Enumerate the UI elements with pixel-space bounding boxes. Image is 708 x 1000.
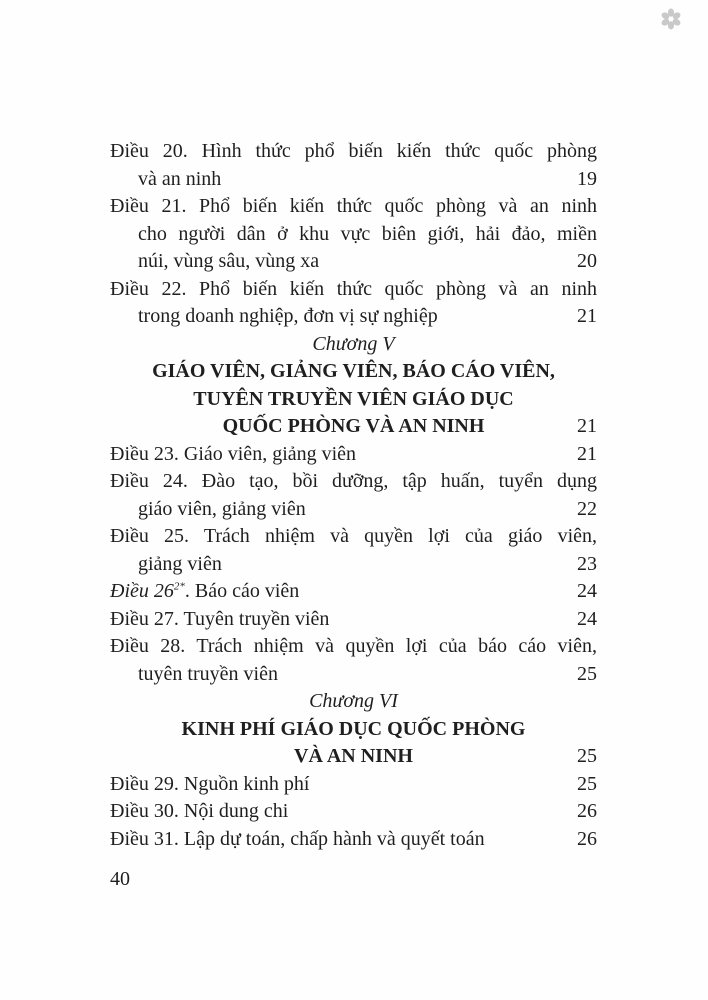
toc-line <box>110 661 597 689</box>
toc-line-text: QUỐC PHÒNG VÀ AN NINH <box>222 415 485 437</box>
toc-line-text: VÀ AN NINH <box>294 745 413 767</box>
toc-line-text: Điều 21. Phổ biến kiến thức quốc phòng và an ninh <box>110 195 597 217</box>
toc-line-text: và an ninh <box>138 167 222 190</box>
toc-line <box>110 166 597 194</box>
toc-line <box>110 193 597 221</box>
toc-list <box>110 138 597 853</box>
toc-page-number: 19 <box>577 167 597 190</box>
toc-line-text: Điều 20. Hình thức phổ biến kiến thức quốc phòng <box>110 140 597 162</box>
toc-line-text: Điều 29. Nguồn kinh phí <box>110 772 310 795</box>
toc-line <box>110 413 597 441</box>
florette-petals <box>660 9 681 30</box>
toc-line <box>110 798 597 826</box>
toc-line <box>110 468 597 496</box>
toc-line-text: KINH PHÍ GIÁO DỤC QUỐC PHÒNG <box>181 717 526 740</box>
toc-page-number: 24 <box>577 607 597 630</box>
toc-line-segment: . Báo cáo viên <box>184 580 300 602</box>
toc-page-number: 23 <box>577 552 597 575</box>
toc-page-number: 21 <box>577 442 597 465</box>
toc-page-number: 21 <box>577 305 597 327</box>
toc-line-text: giáo viên, giảng viên <box>138 497 306 520</box>
toc-line <box>110 551 597 579</box>
toc-page-number: 25 <box>577 745 597 767</box>
toc-page-number: 22 <box>577 497 597 520</box>
toc-line <box>110 606 597 634</box>
toc-line-text: trong doanh nghiệp, đơn vị sự nghiệp <box>138 305 438 327</box>
toc-page-number: 25 <box>577 662 597 685</box>
toc-line-text: GIÁO VIÊN, GIẢNG VIÊN, BÁO CÁO VIÊN, <box>152 360 555 382</box>
toc-line <box>110 441 597 469</box>
toc-page-number: 26 <box>577 827 597 850</box>
toc-line <box>110 743 597 771</box>
toc-line <box>110 276 597 304</box>
toc-line <box>110 633 597 661</box>
toc-line <box>110 523 597 551</box>
toc-line-text: Điều 28. Trách nhiệm và quyền lợi của báo cáo viên, <box>110 635 597 657</box>
toc-line-text: Điều 22. Phổ biến kiến thức quốc phòng và an ninh <box>110 277 597 300</box>
toc-line <box>110 303 597 331</box>
toc-line-text: TUYÊN TRUYỀN VIÊN GIÁO DỤC <box>193 387 514 410</box>
toc-line-text: Chương VI <box>309 690 398 712</box>
toc-line-text: núi, vùng sâu, vùng xa <box>138 250 320 272</box>
toc-line-text: Điều 25. Trách nhiệm và quyền lợi của giáo viên, <box>110 525 597 547</box>
toc-line-text: giảng viên <box>138 552 222 575</box>
toc-line-text: Điều 27. Tuyên truyền viên <box>110 607 330 630</box>
toc-page-number: 20 <box>577 250 597 272</box>
folio-page-number: 40 <box>110 868 130 890</box>
toc-line-text <box>110 580 299 602</box>
florette-icon <box>660 8 682 30</box>
toc-line-segment: 2* <box>173 580 185 593</box>
toc-line-segment: Điều 26 <box>110 580 174 602</box>
toc-line <box>110 248 597 276</box>
toc-page-number: 21 <box>577 415 597 437</box>
toc-line-text: tuyên truyền viên <box>138 662 278 685</box>
toc-line <box>110 331 597 359</box>
toc-line <box>110 221 597 249</box>
toc-line <box>110 138 597 166</box>
toc-page-number: 24 <box>577 580 597 602</box>
toc-line <box>110 386 597 414</box>
toc-page-number: 26 <box>577 800 597 822</box>
toc-line-text: Chương V <box>312 332 395 355</box>
toc-line <box>110 826 597 854</box>
toc-line <box>110 578 597 606</box>
toc-page-number: 25 <box>577 772 597 795</box>
toc-line-text: Điều 23. Giáo viên, giảng viên <box>110 442 357 465</box>
toc-line <box>110 771 597 799</box>
toc-line <box>110 716 597 744</box>
toc-line-text: Điều 30. Nội dung chi <box>110 800 289 822</box>
toc-line-text: Điều 24. Đào tạo, bồi dưỡng, tập huấn, tuyển dụng <box>110 470 597 492</box>
toc-line <box>110 688 597 716</box>
toc-line <box>110 358 597 386</box>
toc-line <box>110 496 597 524</box>
toc-line-text: cho người dân ở khu vực biên giới, hải đảo, miền <box>138 222 597 245</box>
toc-line-text: Điều 31. Lập dự toán, chấp hành và quyết toán <box>110 827 485 850</box>
